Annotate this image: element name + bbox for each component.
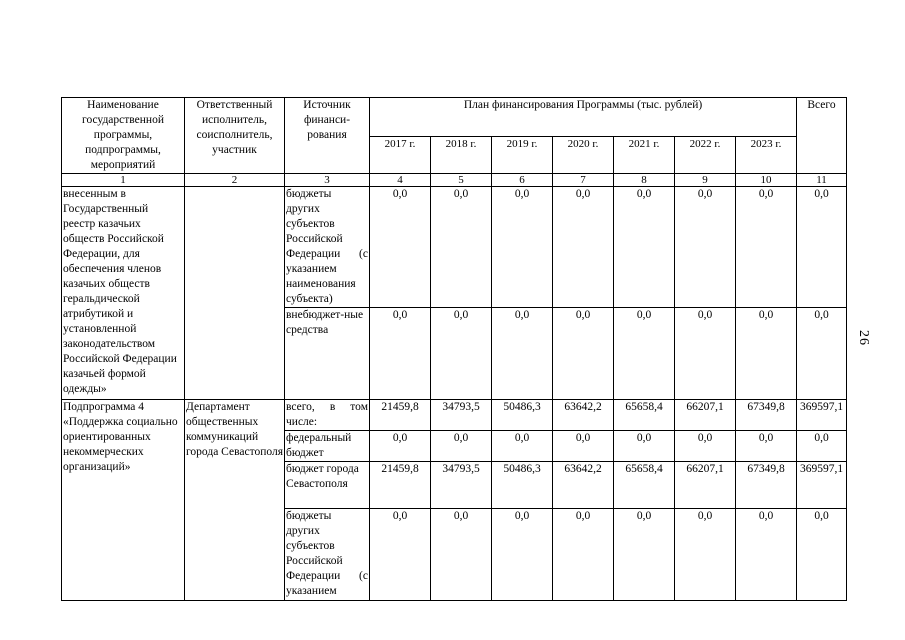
- value-cell: 0,0: [431, 308, 492, 400]
- value-cell: 0,0: [492, 308, 553, 400]
- table-row: [62, 187, 847, 308]
- value-cell: 67349,8: [736, 462, 797, 509]
- header-year: 2018 г.: [431, 137, 492, 174]
- value-cell: 0,0: [736, 431, 797, 462]
- value-cell: 66207,1: [675, 400, 736, 431]
- value-cell: 0,0: [370, 431, 431, 462]
- header-plan: План финансирования Программы (тыс. рублей): [370, 98, 797, 137]
- value-cell: 0,0: [492, 431, 553, 462]
- executor-cell: Департамент общественных коммуникаций города Севастополя: [185, 400, 285, 601]
- value-cell: 0,0: [736, 509, 797, 601]
- column-number: 3: [285, 174, 370, 187]
- source-cell: внебюджет-ные средства: [285, 308, 370, 400]
- column-number: 2: [185, 174, 285, 187]
- header-year: 2017 г.: [370, 137, 431, 174]
- table-row: [62, 400, 847, 431]
- program-name-cell: внесенным в Государственный реестр казачьих обществ Российской Федерации, для обеспечения членов казачьих обществ геральдической атрибутикой и установленной законодательством Российской Федерации казачьей формой одежды»: [62, 187, 185, 400]
- value-cell: 0,0: [370, 187, 431, 308]
- source-cell: бюджеты других субъектов Российской Федерации (с указанием: [285, 509, 370, 601]
- program-name-cell: Подпрограмма 4 «Поддержка социально ориентированных некоммерческих организаций»: [62, 400, 185, 601]
- value-cell: 63642,2: [553, 400, 614, 431]
- source-cell: всего, в том числе:: [285, 400, 370, 431]
- header-year: 2020 г.: [553, 137, 614, 174]
- value-cell: 0,0: [370, 308, 431, 400]
- header-total: Всего: [797, 98, 847, 174]
- value-cell: 67349,8: [736, 400, 797, 431]
- value-cell: 0,0: [553, 431, 614, 462]
- value-cell: 0,0: [553, 509, 614, 601]
- header-source: Источник финанси-рования: [285, 98, 370, 174]
- column-number: 4: [370, 174, 431, 187]
- source-cell: бюджеты других субъектов Российской Федерации (с указанием наименования субъекта): [285, 187, 370, 308]
- executor-cell: [185, 187, 285, 400]
- value-cell: 0,0: [431, 187, 492, 308]
- column-number: 1: [62, 174, 185, 187]
- total-cell: 369597,1: [797, 462, 847, 509]
- header-year: 2023 г.: [736, 137, 797, 174]
- column-number: 8: [614, 174, 675, 187]
- header-year: 2022 г.: [675, 137, 736, 174]
- value-cell: 66207,1: [675, 462, 736, 509]
- value-cell: 0,0: [431, 509, 492, 601]
- column-number: 7: [553, 174, 614, 187]
- value-cell: 65658,4: [614, 462, 675, 509]
- value-cell: 50486,3: [492, 462, 553, 509]
- total-cell: 0,0: [797, 308, 847, 400]
- value-cell: 34793,5: [431, 462, 492, 509]
- value-cell: 34793,5: [431, 400, 492, 431]
- header-year: 2021 г.: [614, 137, 675, 174]
- value-cell: 50486,3: [492, 400, 553, 431]
- total-cell: 0,0: [797, 431, 847, 462]
- source-cell: федеральный бюджет: [285, 431, 370, 462]
- column-number: 6: [492, 174, 553, 187]
- value-cell: 21459,8: [370, 400, 431, 431]
- page-number: 26: [856, 330, 871, 346]
- column-number: 11: [797, 174, 847, 187]
- column-number: 5: [431, 174, 492, 187]
- value-cell: 0,0: [675, 308, 736, 400]
- total-cell: 369597,1: [797, 400, 847, 431]
- header-program-name: Наименование государственной программы, подпрограммы, мероприятий: [62, 98, 185, 174]
- column-number: 9: [675, 174, 736, 187]
- header-executor: Ответственный исполнитель, соисполнитель, участник: [185, 98, 285, 174]
- value-cell: 65658,4: [614, 400, 675, 431]
- value-cell: 0,0: [675, 509, 736, 601]
- value-cell: 0,0: [614, 308, 675, 400]
- total-cell: 0,0: [797, 509, 847, 601]
- value-cell: 0,0: [736, 187, 797, 308]
- value-cell: 21459,8: [370, 462, 431, 509]
- value-cell: 0,0: [492, 509, 553, 601]
- value-cell: 0,0: [370, 509, 431, 601]
- value-cell: 0,0: [736, 308, 797, 400]
- value-cell: 63642,2: [553, 462, 614, 509]
- value-cell: 0,0: [614, 509, 675, 601]
- value-cell: 0,0: [492, 187, 553, 308]
- value-cell: 0,0: [553, 308, 614, 400]
- value-cell: 0,0: [614, 187, 675, 308]
- value-cell: 0,0: [614, 431, 675, 462]
- source-cell: бюджет города Севастополя: [285, 462, 370, 509]
- column-number: 10: [736, 174, 797, 187]
- header-year: 2019 г.: [492, 137, 553, 174]
- financing-table: [61, 97, 847, 601]
- value-cell: 0,0: [431, 431, 492, 462]
- value-cell: 0,0: [675, 187, 736, 308]
- value-cell: 0,0: [675, 431, 736, 462]
- total-cell: 0,0: [797, 187, 847, 308]
- value-cell: 0,0: [553, 187, 614, 308]
